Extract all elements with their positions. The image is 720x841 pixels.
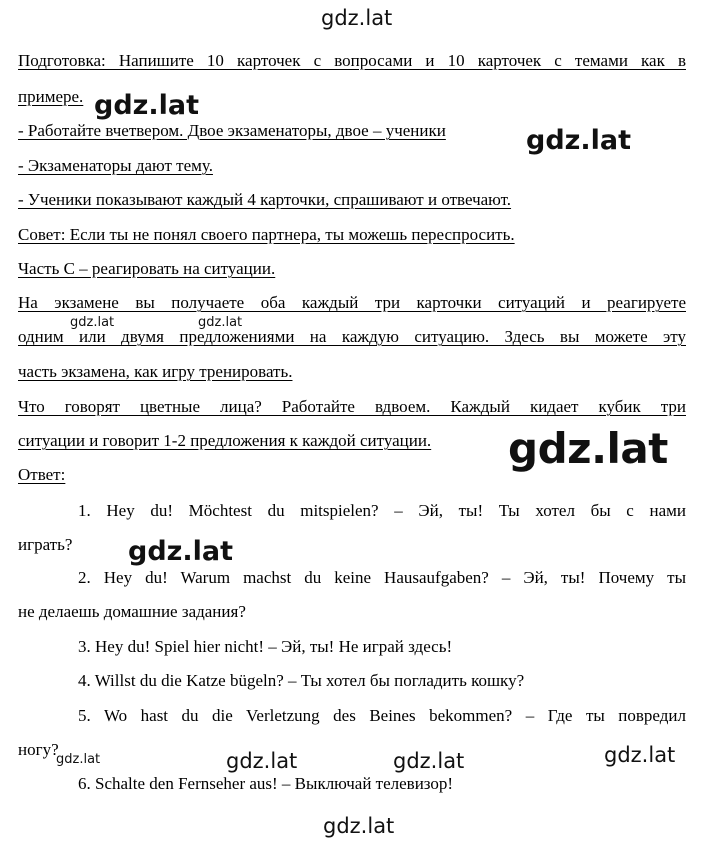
- answer-item-cont: не делаешь домашние задания?: [18, 602, 246, 621]
- task-line: Совет: Если ты не понял своего партнера, ты можешь переспросить.: [18, 225, 515, 244]
- watermark: gdz.lat: [393, 749, 465, 773]
- answer-item: 6. Schalte den Fernseher aus! – Выключай телевизор!: [78, 774, 454, 793]
- watermark-large: gdz.lat: [508, 424, 668, 473]
- watermark: gdz.lat: [526, 125, 632, 156]
- watermark: gdz.lat: [226, 749, 298, 773]
- answer-item-cont: ногу?: [18, 740, 59, 759]
- answer-item-cont: играть?: [18, 535, 73, 554]
- watermark-bottom: gdz.lat: [323, 814, 395, 838]
- task-line: - Работайте вчетвером. Двое экзаменаторы, двое – ученики: [18, 121, 446, 140]
- watermark: gdz.lat: [56, 752, 101, 767]
- task-line: ситуации и говорит 1-2 предложения к каждой ситуации.: [18, 431, 432, 450]
- task-line: одним или двумя предложениями на каждую ситуацию. Здесь вы можете эту: [18, 327, 686, 346]
- answer-item: 3. Hey du! Spiel hier nicht! – Эй, ты! Не играй здесь!: [78, 637, 453, 656]
- answer-heading: Ответ:: [18, 465, 66, 484]
- task-line: - Ученики показывают каждый 4 карточки, спрашивают и отвечают.: [18, 190, 512, 209]
- task-line: Что говорят цветные лица? Работайте вдвоем. Каждый кидает кубик три: [18, 397, 686, 416]
- answer-item: 2. Hey du! Warum machst du keine Hausaufgaben? – Эй, ты! Почему ты: [78, 568, 686, 587]
- watermark: gdz.lat: [198, 315, 243, 330]
- watermark: gdz.lat: [128, 536, 234, 567]
- watermark: gdz.lat: [70, 315, 115, 330]
- watermark-top: gdz.lat: [321, 6, 393, 30]
- task-line: часть экзамена, как игру тренировать.: [18, 362, 293, 381]
- answer-item: 4. Willst du die Katze bügeln? – Ты хотел бы погладить кошку?: [78, 671, 525, 690]
- watermark: gdz.lat: [94, 90, 200, 121]
- answer-item: 5. Wo hast du die Verletzung des Beines bekommen? – Где ты повредил: [78, 706, 686, 725]
- watermark: gdz.lat: [604, 743, 676, 767]
- task-line: Часть С – реагировать на ситуации.: [18, 259, 276, 278]
- task-line: примере.: [18, 87, 84, 106]
- task-line: - Экзаменаторы дают тему.: [18, 156, 213, 175]
- task-line: Подготовка: Напишите 10 карточек с вопросами и 10 карточек с темами как в: [18, 51, 686, 70]
- task-line: На экзамене вы получаете оба каждый три карточки ситуаций и реагируете: [18, 293, 686, 312]
- answer-item: 1. Hey du! Möchtest du mitspielen? – Эй, ты! Ты хотел бы с нами: [78, 501, 686, 520]
